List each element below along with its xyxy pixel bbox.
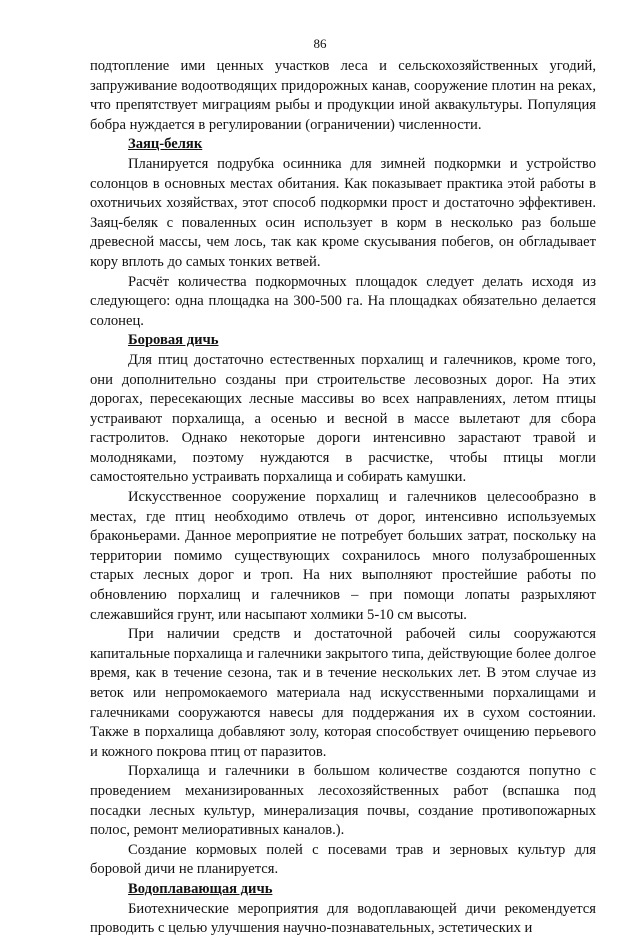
paragraph: Искусственное сооружение порхалищ и галечников целесообразно в местах, где птиц необходимо отвлечь от дорог, интенсивно используемых браконьерами. Данное мероприятие не потребует больших затрат, поскольку на территории помимо существующих сохранилось много полузаброшенных старых лесных дорог и троп. На них выполняют простейшие работы по обновлению порхалищ и галечников – при помощи лопаты разрыхляют слежавшийся грунт, или насыпают холмики 5-10 см высоты. (90, 489, 596, 623)
paragraph: Планируется подрубка осинника для зимней подкормки и устройство солонцов в основных местах обитания. Как показывает практика этой работы в охотничьих хозяйствах, этот способ подкормки прост и достаточно эффективен. Заяц-беляк с поваленных осин использует в корм в несколько раз больше древесной массы, чем лось, так как кроме скусывания побегов, он обгладывает кору вплоть до самых тонких ветвей. (90, 155, 596, 270)
paragraph: Порхалища и галечники в большом количестве создаются попутно с проведением механизированных лесохозяйственных работ (вспашка под посадки лесных культур, минерализация почвы, создание противопожарных полос, ремонт мелиоративных каналов.). (90, 763, 596, 839)
body-text (90, 57, 596, 939)
section-heading-upland-game: Боровая дичь (128, 332, 219, 349)
paragraph: Для птиц достаточно естественных порхалищ и галечников, кроме того, они дополнительно созданы при строительстве лесовозных дорог. На этих дорогах, пересекающих лесные массивы во всех направлениях, летом птицы устраивают порхалища, а осенью и весной в массе вылетают для сбора гастролитов. Однако некоторые дороги интенсивно зарастают травой и молодняками, поэтому нуждаются в расчистке, чтобы птицы могли самостоятельно устраивать порхалища и собирать камушки. (90, 351, 596, 486)
paragraph: подтопление ими ценных участков леса и сельскохозяйственных угодий, запруживание водоотводящих придорожных канав, сооружение плотин на реках, что препятствует миграциям рыбы и продукции иной аквакультуры. Популяция бобра нуждается в регулировании (ограничении) численности. (90, 58, 596, 133)
paragraph: При наличии средств и достаточной рабочей силы сооружаются капитальные порхалища и галечники закрытого типа, действующие более долгое время, как в течение сезона, так и в течение нескольких лет. В этом случае из веток или непромокаемого материала над искусственными порхалищами и галечниками сооружаются навесы для поддержания их в сухом состоянии. Также в порхалища добавляют золу, которая способствует очищению перьевого и кожного покрова птиц от паразитов. (90, 626, 596, 760)
paragraph: Создание кормовых полей с посевами трав и зерновых культур для боровой дичи не планируется. (90, 841, 596, 878)
paragraph: Расчёт количества подкормочных площадок следует делать исходя из следующего: одна площадка на 300-500 га. На площадках обязательно делается солонец. (90, 273, 596, 329)
section-heading-hare: Заяц-беляк (128, 136, 203, 153)
section-heading-waterfowl: Водоплавающая дичь (128, 880, 273, 897)
page-number: 86 (313, 36, 327, 51)
paragraph: Биотехнические мероприятия для водоплавающей дичи рекомендуется проводить с целью улучшения научно-познавательных, эстетических и (90, 900, 596, 937)
